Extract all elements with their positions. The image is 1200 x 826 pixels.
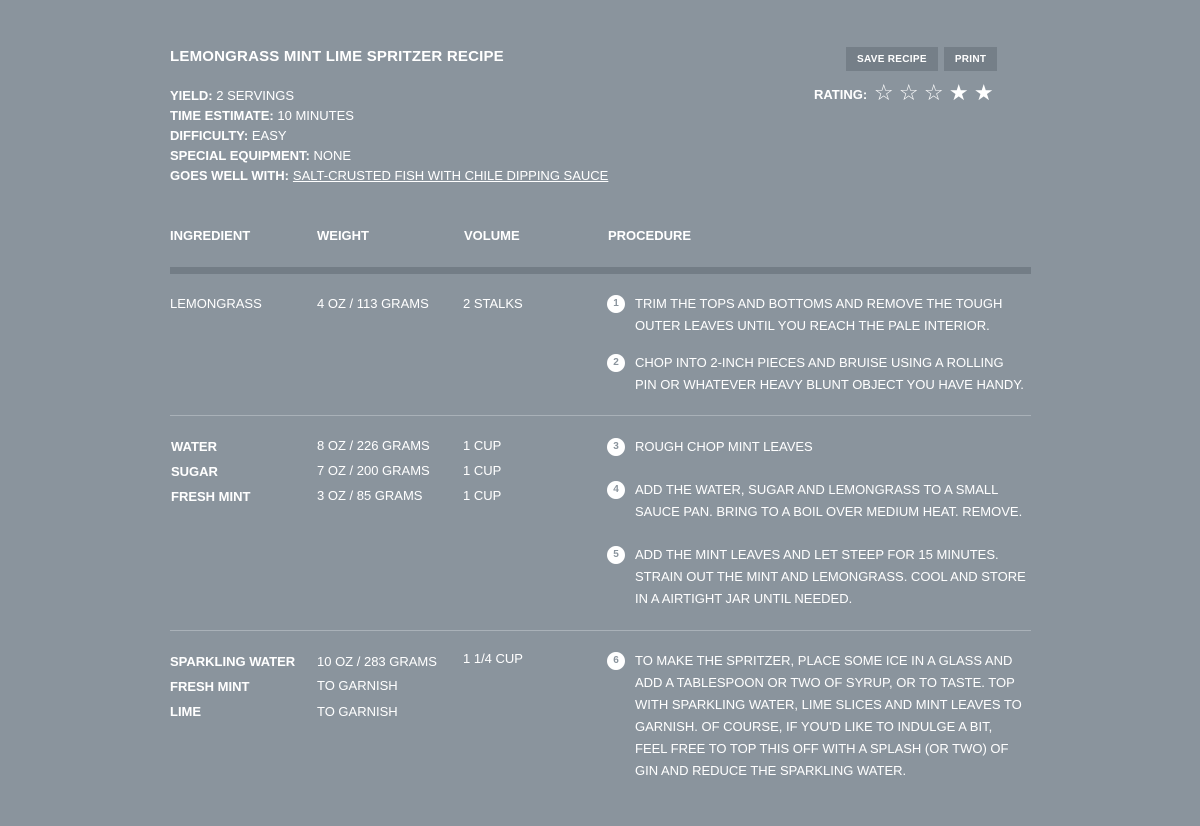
goes-well-with-link[interactable]: SALT-CRUSTED FISH WITH CHILE DIPPING SAUCE <box>292 168 609 183</box>
ingredient-name: WATER <box>171 439 217 454</box>
step-number: 2 <box>607 354 625 372</box>
step-text: TO MAKE THE SPRITZER, PLACE SOME ICE IN A GLASS AND ADD A TABLESPOON OR TWO OF SYRUP, OR TO TASTE. TOP WITH SPARKLING WATER, LIME SLICES AND MINT LEAVES TO GARNISH. OF COURSE, IF YOU'D LIKE TO INDULGE A BIT, FEEL FREE TO TOP THIS OFF WITH A SPLASH (OR TWO) OF GIN AND REDUCE THE SPARKLING WATER. <box>635 653 1022 778</box>
meta-goes-well-with <box>170 166 608 186</box>
ingredient-volume: 1 1/4 CUP <box>463 651 523 666</box>
ingredient-weight: TO GARNISH <box>317 678 398 693</box>
recipe-card <box>170 0 1031 826</box>
ingredient-weight: 4 OZ / 113 GRAMS <box>317 296 429 311</box>
step-text: ADD THE WATER, SUGAR AND LEMONGRASS TO A SMALL SAUCE PAN. BRING TO A BOIL OVER MEDIUM HEAT. REMOVE. <box>635 482 1023 519</box>
ingredient-weight: 8 OZ / 226 GRAMS <box>317 438 430 453</box>
ingredient-volume: 1 CUP <box>463 463 502 478</box>
save-recipe-button[interactable]: SAVE RECIPE <box>846 47 938 71</box>
recipe-title: LEMONGRASS MINT LIME SPRITZER RECIPE <box>170 48 504 65</box>
ingredient-weight: 10 OZ / 283 GRAMS <box>317 654 437 669</box>
step-number: 5 <box>607 546 625 564</box>
print-button[interactable]: PRINT <box>944 47 998 71</box>
group-divider <box>170 630 1031 631</box>
ingredient-name: FRESH MINT <box>171 489 251 504</box>
ingredient-name: FRESH MINT <box>170 679 250 694</box>
recipe-meta <box>170 86 608 186</box>
ingredient-volume: 1 CUP <box>463 488 502 503</box>
meta-time <box>170 106 608 126</box>
meta-value: 2 SERVINGS <box>216 88 295 103</box>
ingredient-name: LEMONGRASS <box>170 296 262 311</box>
step-number: 3 <box>607 438 625 456</box>
meta-key: SPECIAL EQUIPMENT: <box>170 148 310 163</box>
step-number: 4 <box>607 481 625 499</box>
meta-value: 10 MINUTES <box>277 108 354 123</box>
star-icon[interactable]: ☆ <box>923 81 944 106</box>
meta-key: TIME ESTIMATE: <box>170 108 274 123</box>
header-procedure: PROCEDURE <box>608 228 692 243</box>
step-text: CHOP INTO 2-INCH PIECES AND BRUISE USING A ROLLING PIN OR WHATEVER HEAVY BLUNT OBJECT YOU HAVE HANDY. <box>635 355 1024 392</box>
step-text: TRIM THE TOPS AND BOTTOMS AND REMOVE THE TOUGH OUTER LEAVES UNTIL YOU REACH THE PALE INTERIOR. <box>635 296 1003 333</box>
header-volume: VOLUME <box>464 228 520 243</box>
meta-key: DIFFICULTY: <box>170 128 249 143</box>
ingredient-name: LIME <box>170 704 202 719</box>
ingredient-volume: 2 STALKS <box>463 296 523 311</box>
meta-yield <box>170 86 608 106</box>
meta-key: YIELD: <box>170 88 213 103</box>
star-icon[interactable]: ☆ <box>873 81 894 106</box>
ingredient-weight: 3 OZ / 85 GRAMS <box>317 488 423 503</box>
meta-key: GOES WELL WITH: <box>170 168 289 183</box>
star-icon[interactable]: ☆ <box>898 81 919 106</box>
ingredient-name: SPARKLING WATER <box>170 654 296 669</box>
header-weight: WEIGHT <box>317 228 369 243</box>
rating <box>814 82 996 106</box>
ingredient-weight: 7 OZ / 200 GRAMS <box>317 463 430 478</box>
group-divider <box>170 415 1031 416</box>
header-ingredient: INGREDIENT <box>170 228 251 243</box>
ingredient-weight: TO GARNISH <box>317 704 398 719</box>
meta-value: NONE <box>313 148 352 163</box>
step-text: ROUGH CHOP MINT LEAVES <box>635 439 813 454</box>
meta-equipment <box>170 146 608 166</box>
meta-difficulty <box>170 126 608 146</box>
step-text: ADD THE MINT LEAVES AND LET STEEP FOR 15 MINUTES. STRAIN OUT THE MINT AND LEMONGRASS. COOL AND STORE IN A AIRTIGHT JAR UNTIL NEEDED. <box>635 547 1026 606</box>
ingredient-volume: 1 CUP <box>463 438 502 453</box>
recipe-actions <box>846 47 997 71</box>
star-icon[interactable]: ★ <box>948 81 969 106</box>
meta-value: EASY <box>251 128 287 143</box>
step-number: 6 <box>607 652 625 670</box>
star-icon[interactable]: ★ <box>973 81 994 106</box>
header-divider <box>170 267 1031 274</box>
rating-label: RATING: <box>814 86 868 102</box>
ingredient-name: SUGAR <box>171 464 218 479</box>
step-number: 1 <box>607 295 625 313</box>
